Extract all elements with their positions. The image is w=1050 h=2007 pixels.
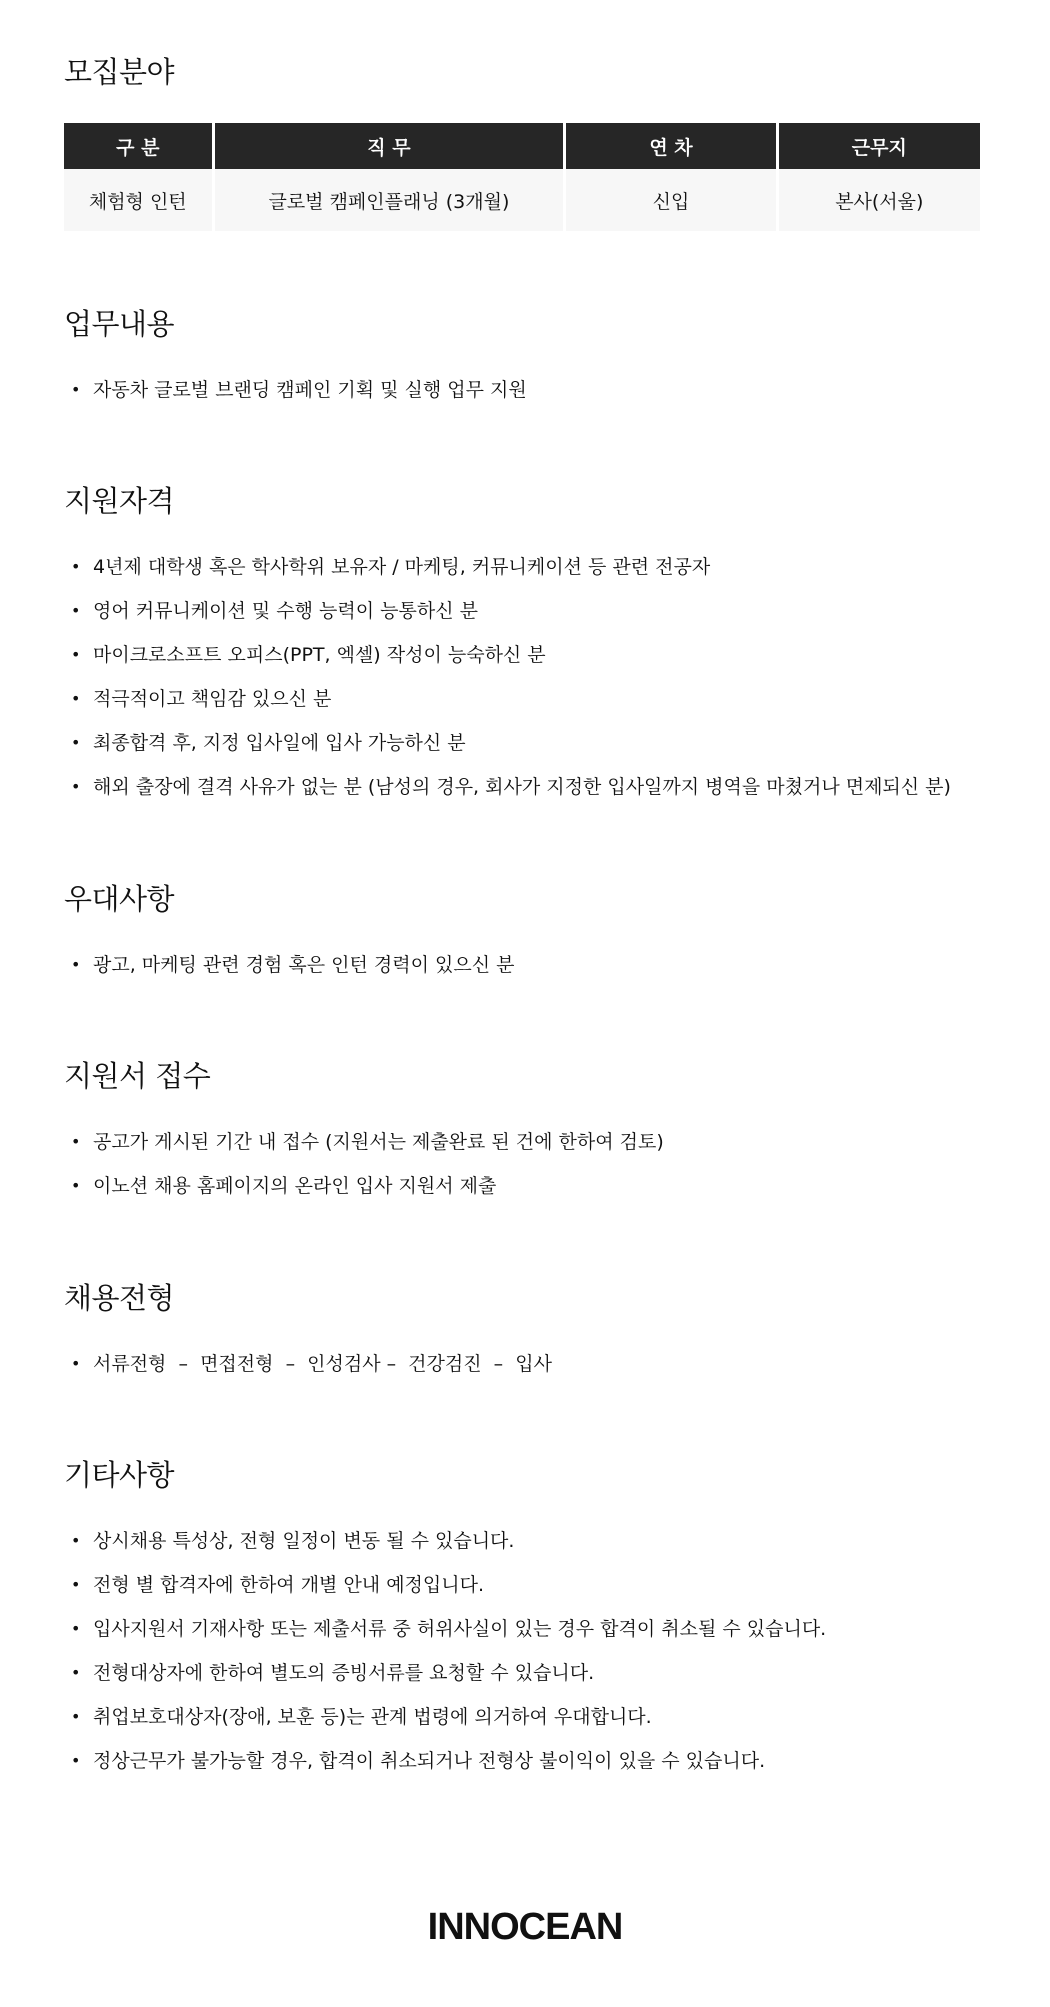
table-header-job: 직 무 — [215, 123, 564, 169]
list-item: • 전형 별 합격자에 한하여 개별 안내 예정입니다. — [64, 1573, 826, 1617]
table-header-row — [64, 123, 980, 169]
list-item: • 해외 출장에 결격 사유가 없는 분 (남성의 경우, 회사가 지정한 입사일까지 병역을 마쳤거나 면제되신 분) — [64, 775, 951, 819]
table-row — [64, 169, 980, 231]
list-item: • 적극적이고 책임감 있으신 분 — [64, 687, 951, 731]
list-item: • 영어 커뮤니케이션 및 수행 능력이 능통하신 분 — [64, 599, 951, 643]
list-item: • 4년제 대학생 혹은 학사학위 보유자 / 마케팅, 커뮤니케이션 등 관련 전공자 — [64, 555, 951, 599]
recruit-field-table — [61, 123, 983, 231]
list-item: • 정상근무가 불가능할 경우, 합격이 취소되거나 전형상 불이익이 있을 수 있습니다. — [64, 1749, 826, 1793]
list-item: • 이노션 채용 홈페이지의 온라인 입사 지원서 제출 — [64, 1174, 664, 1218]
table-cell-location: 본사(서울) — [779, 169, 980, 231]
section-title-preferred: 우대사항 — [64, 882, 175, 916]
table-header-experience: 연 차 — [566, 123, 775, 169]
list-item: • 광고, 마케팅 관련 경험 혹은 인턴 경력이 있으신 분 — [64, 953, 514, 997]
list-item: • 취업보호대상자(장애, 보훈 등)는 관계 법령에 의거하여 우대합니다. — [64, 1705, 826, 1749]
application-list — [64, 1130, 664, 1218]
innocean-logo: INNOCEAN — [427, 1906, 623, 1948]
section-title-etc: 기타사항 — [64, 1458, 175, 1492]
table-cell-category: 체험형 인턴 — [64, 169, 212, 231]
section-title-recruit-field: 모집분야 — [64, 55, 175, 89]
etc-list — [64, 1529, 826, 1793]
section-title-qualifications: 지원자격 — [64, 484, 175, 518]
table-header-category: 구 분 — [64, 123, 212, 169]
section-title-duties: 업무내용 — [64, 307, 175, 341]
list-item: • 서류전형 – 면접전형 – 인성검사 – 건강검진 – 입사 — [64, 1352, 552, 1396]
list-item: • 최종합격 후, 지정 입사일에 입사 가능하신 분 — [64, 731, 951, 775]
qualifications-list — [64, 555, 951, 819]
duties-list — [64, 378, 527, 422]
preferred-list — [64, 953, 514, 997]
list-item: • 전형대상자에 한하여 별도의 증빙서류를 요청할 수 있습니다. — [64, 1661, 826, 1705]
table-header-location: 근무지 — [779, 123, 980, 169]
list-item: • 공고가 게시된 기간 내 접수 (지원서는 제출완료 된 건에 한하여 검토) — [64, 1130, 664, 1174]
list-item: • 마이크로소프트 오피스(PPT, 엑셀) 작성이 능숙하신 분 — [64, 643, 951, 687]
section-title-process: 채용전형 — [64, 1281, 175, 1315]
list-item: • 상시채용 특성상, 전형 일정이 변동 될 수 있습니다. — [64, 1529, 826, 1573]
list-item: • 자동차 글로벌 브랜딩 캠페인 기획 및 실행 업무 지원 — [64, 378, 527, 422]
process-list — [64, 1352, 552, 1396]
table-cell-experience: 신입 — [566, 169, 775, 231]
table-cell-job: 글로벌 캠페인플래닝 (3개월) — [215, 169, 564, 231]
list-item: • 입사지원서 기재사항 또는 제출서류 중 허위사실이 있는 경우 합격이 취소될 수 있습니다. — [64, 1617, 826, 1661]
section-title-application: 지원서 접수 — [64, 1059, 211, 1093]
